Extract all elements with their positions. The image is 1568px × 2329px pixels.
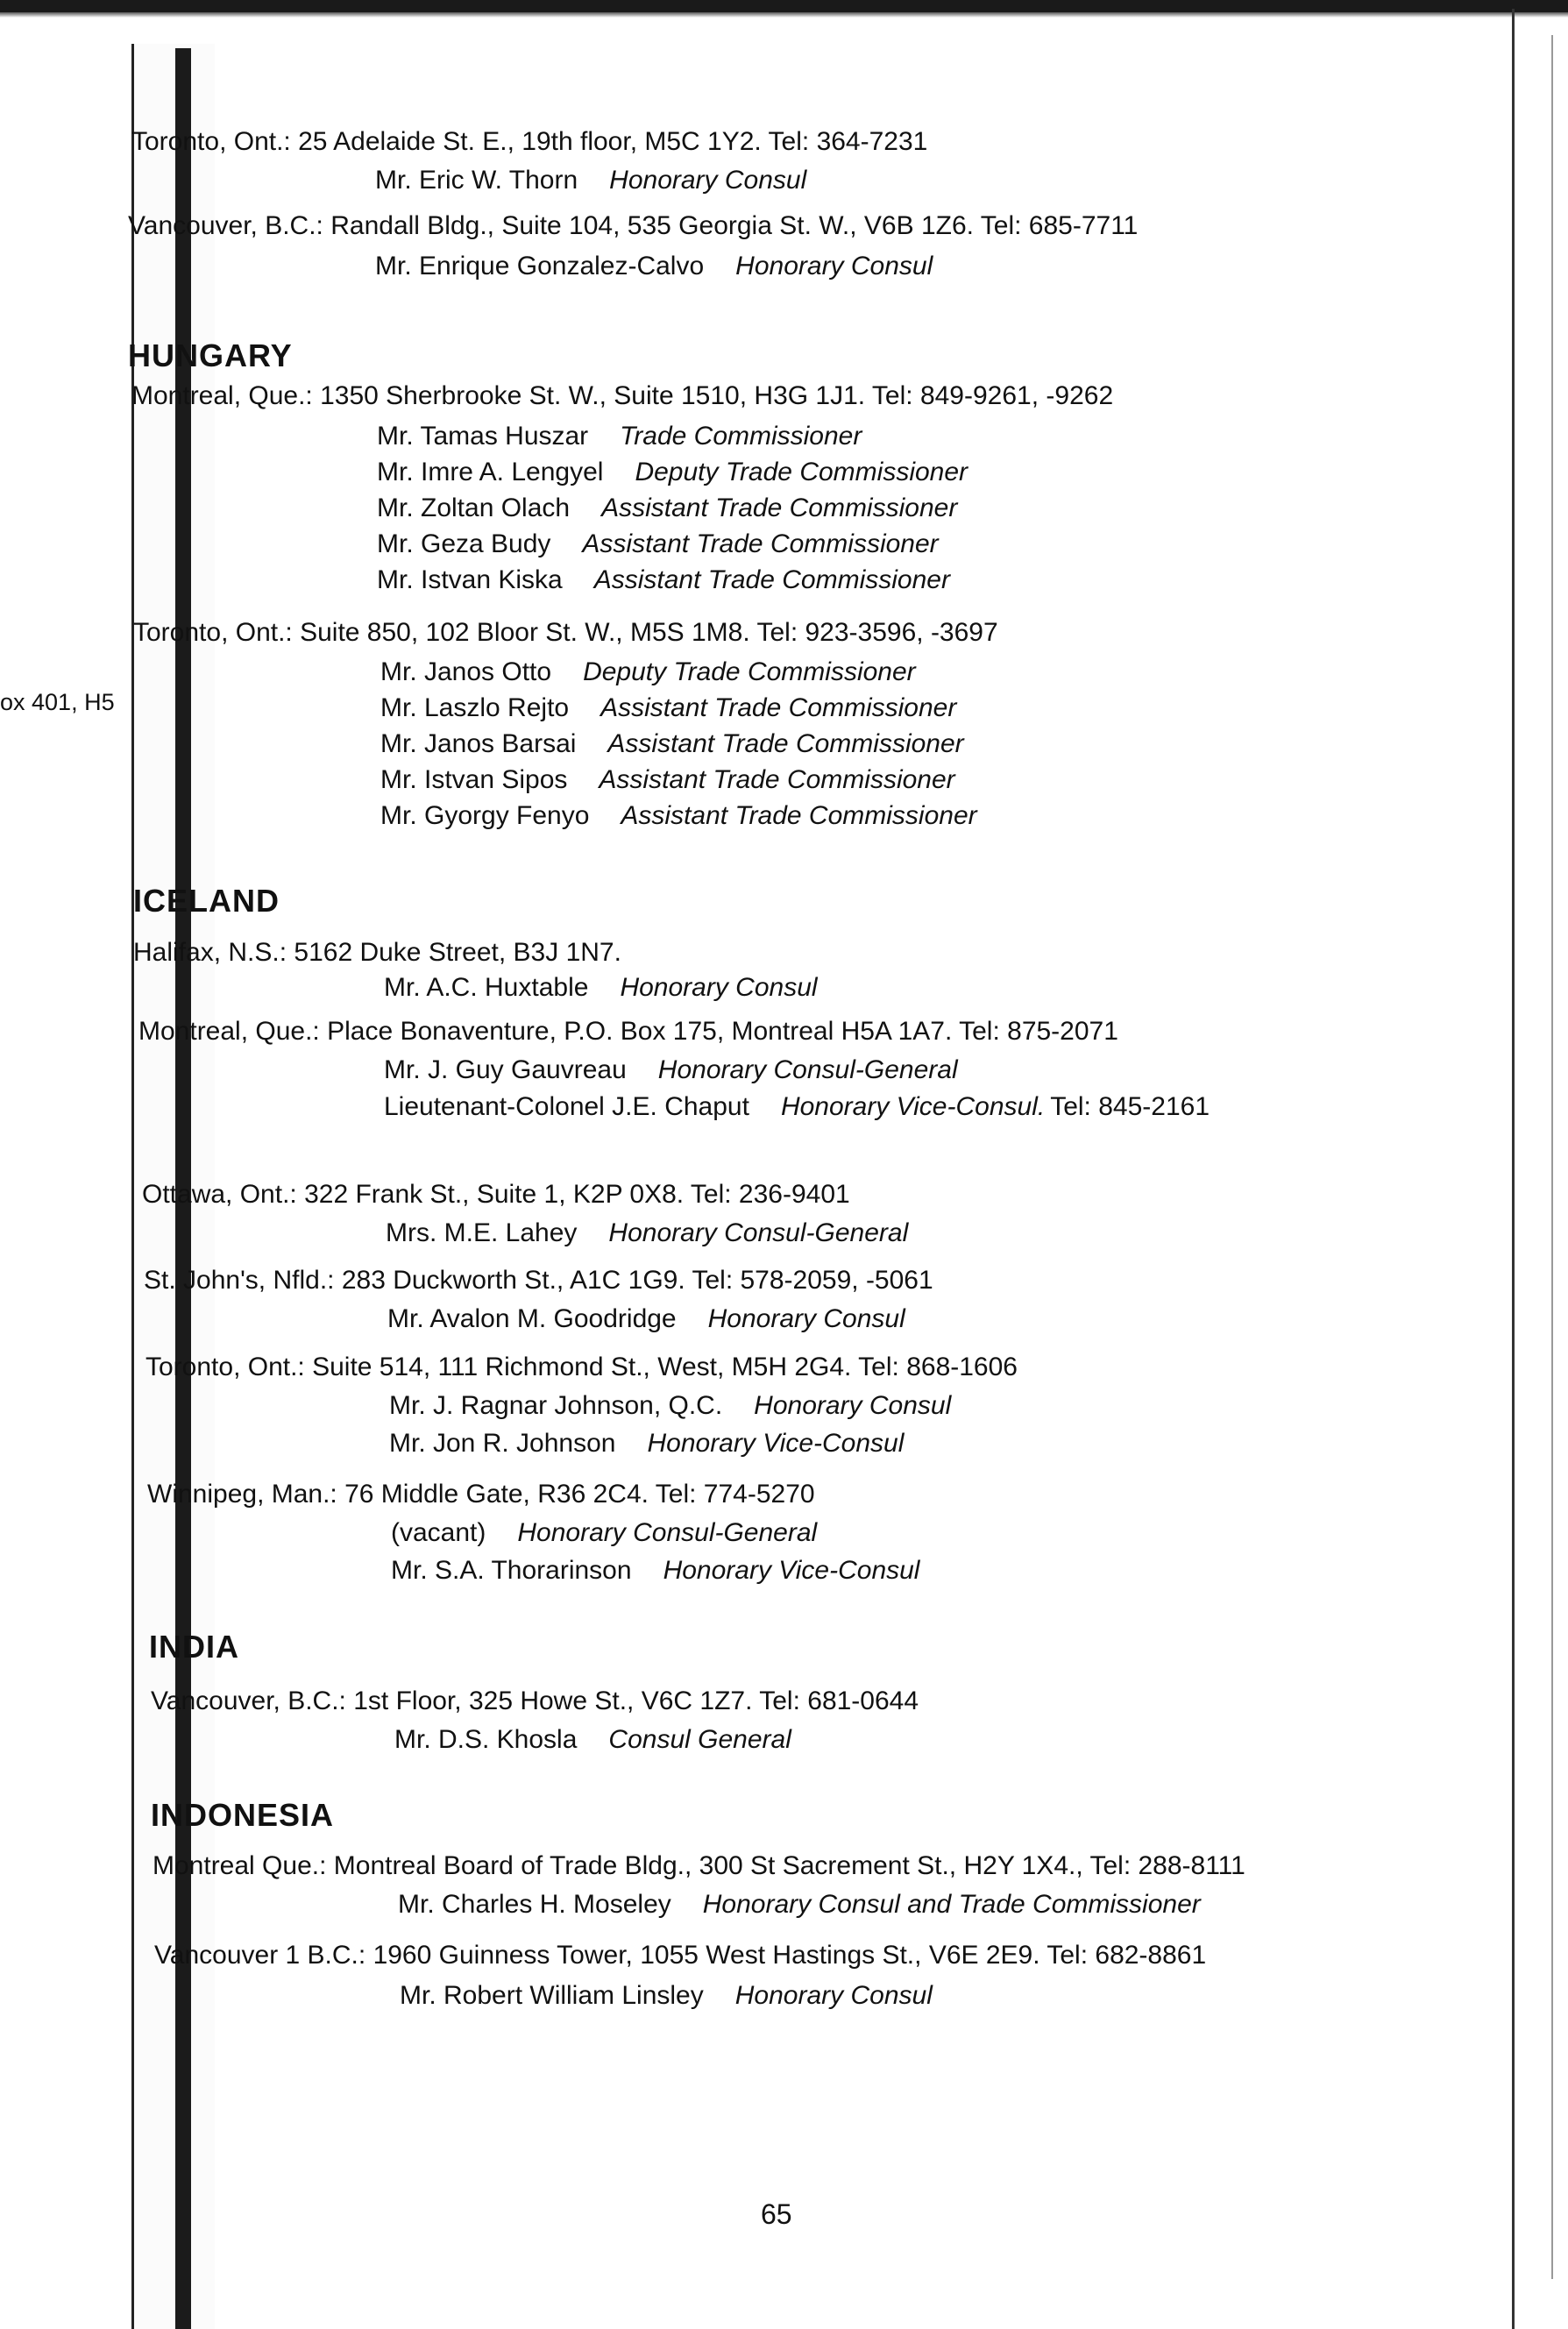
consulate-address: Winnipeg, Man.: 76 Middle Gate, R36 2C4. Tel: 774-5270: [147, 1480, 815, 1509]
official-name: Mr. Robert William Linsley: [400, 1981, 704, 2010]
official-name: Mr. Geza Budy: [377, 529, 551, 558]
official-name: Mr. Charles H. Moseley: [398, 1890, 671, 1919]
official-title: Honorary Vice-Consul.: [780, 1092, 1046, 1121]
official-entry: [386, 1218, 908, 1248]
official-name: Mr. S.A. Thorarinson: [391, 1556, 632, 1585]
consulate-address: Toronto, Ont.: Suite 850, 102 Bloor St. W., M5S 1M8. Tel: 923-3596, -3697: [133, 618, 998, 647]
official-name: Mr. Janos Barsai: [380, 729, 577, 758]
official-name: Mr. J. Guy Gauvreau: [384, 1055, 627, 1084]
official-title: Assistant Trade Commissioner: [621, 801, 977, 830]
official-title: Honorary Consul: [754, 1391, 952, 1420]
official-name: Mr. Zoltan Olach: [377, 493, 571, 522]
official-title: Honorary Consul-General: [657, 1055, 958, 1084]
country-heading: INDONESIA: [151, 1797, 335, 1833]
official-entry: [380, 657, 916, 687]
official-title: Assistant Trade Commissioner: [601, 493, 958, 522]
official-title: Honorary Consul: [735, 252, 933, 280]
official-entry: [398, 1890, 1201, 1920]
official-name: Mr. Gyorgy Fenyo: [380, 801, 590, 830]
official-title: Assistant Trade Commissioner: [582, 529, 939, 558]
consulate-address: Halifax, N.S.: 5162 Duke Street, B3J 1N7.: [133, 938, 621, 967]
official-title: Assistant Trade Commissioner: [600, 693, 957, 722]
consulate-address: Ottawa, Ont.: 322 Frank St., Suite 1, K2P 0X8. Tel: 236-9401: [142, 1180, 850, 1209]
consulate-address: Toronto, Ont.: Suite 514, 111 Richmond St., West, M5H 2G4. Tel: 868-1606: [145, 1353, 1018, 1381]
official-entry: [400, 1981, 933, 2011]
official-title: Honorary Vice-Consul: [647, 1429, 905, 1458]
official-title: Honorary Consul: [609, 166, 807, 195]
official-name: Lieutenant-Colonel J.E. Chaput: [384, 1092, 749, 1121]
official-title: Honorary Consul-General: [517, 1518, 818, 1547]
official-entry: [377, 458, 968, 487]
consulate-address: St. John's, Nfld.: 283 Duckworth St., A1C 1G9. Tel: 578-2059, -5061: [144, 1266, 933, 1295]
official-name: Mr. J. Ragnar Johnson, Q.C.: [389, 1391, 723, 1420]
official-entry: [391, 1518, 817, 1548]
page-right-shadow: [1551, 35, 1553, 2279]
consulate-address: Montreal, Que.: 1350 Sherbrooke St. W., Suite 1510, H3G 1J1. Tel: 849-9261, -9262: [131, 381, 1114, 410]
consulate-address: Montreal Que.: Montreal Board of Trade Bldg., 300 St Sacrement St., H2Y 1X4., Tel: 288-8111: [153, 1851, 1245, 1880]
official-entry: [375, 166, 806, 195]
official-entry: [384, 1092, 1210, 1122]
official-title: Consul General: [608, 1725, 791, 1754]
official-title: Honorary Consul and Trade Commissioner: [702, 1890, 1201, 1919]
official-title: Honorary Vice-Consul: [663, 1556, 920, 1585]
official-name: Mr. Avalon M. Goodridge: [387, 1304, 677, 1333]
official-phone: Tel: 845-2161: [1050, 1092, 1210, 1121]
official-entry: [384, 973, 818, 1003]
page-number: 65: [761, 2198, 792, 2230]
official-entry: [380, 801, 977, 831]
consulate-address: Vancouver, B.C.: 1st Floor, 325 Howe St., V6C 1Z7. Tel: 681-0644: [151, 1686, 919, 1715]
country-heading: ICELAND: [133, 883, 280, 919]
official-title: Assistant Trade Commissioner: [607, 729, 964, 758]
page-right-edge: [1512, 9, 1515, 2329]
official-name: Mr. Tamas Huszar: [377, 422, 589, 451]
country-heading: HUNGARY: [128, 337, 293, 373]
official-name: Mr. Imre A. Lengyel: [377, 458, 604, 486]
scan-top-shadow: [0, 12, 1568, 18]
official-title: Assistant Trade Commissioner: [599, 765, 955, 794]
official-name: Mr. D.S. Khosla: [394, 1725, 578, 1754]
official-entry: [380, 729, 964, 759]
official-entry: [389, 1429, 904, 1459]
official-entry: [377, 493, 957, 523]
official-entry: [380, 693, 956, 723]
official-name: Mr. Janos Otto: [380, 657, 552, 686]
official-name: Mr. Eric W. Thorn: [375, 166, 578, 195]
consulate-address: Montreal, Que.: Place Bonaventure, P.O. Box 175, Montreal H5A 1A7. Tel: 875-2071: [138, 1017, 1118, 1046]
country-heading: INDIA: [149, 1629, 239, 1665]
official-entry: [377, 422, 862, 451]
official-name: Mr. Istvan Kiska: [377, 565, 563, 594]
official-entry: [384, 1055, 958, 1085]
consulate-address: Vancouver, B.C.: Randall Bldg., Suite 104, 535 Georgia St. W., V6B 1Z6. Tel: 685-7711: [128, 211, 1139, 240]
consulate-address: Toronto, Ont.: 25 Adelaide St. E., 19th floor, M5C 1Y2. Tel: 364-7231: [131, 127, 928, 156]
official-entry: [375, 252, 933, 281]
consulate-address: Vancouver 1 B.C.: 1960 Guinness Tower, 1055 West Hastings St., V6E 2E9. Tel: 682-8861: [154, 1941, 1207, 1970]
official-entry: [380, 765, 955, 795]
official-entry: [394, 1725, 791, 1755]
official-name: Mr. Laszlo Rejto: [380, 693, 570, 722]
official-title: Assistant Trade Commissioner: [593, 565, 950, 594]
official-title: Honorary Consul-General: [608, 1218, 909, 1247]
official-title: Honorary Consul: [620, 973, 818, 1002]
official-entry: [377, 565, 950, 595]
official-entry: [391, 1556, 919, 1586]
official-entry: [377, 529, 939, 559]
official-title: Honorary Consul: [734, 1981, 933, 2010]
official-name: Mr. Istvan Sipos: [380, 765, 568, 794]
official-title: Honorary Consul: [707, 1304, 905, 1333]
margin-text-fragment: ox 401, H5: [0, 689, 115, 715]
official-name: Mrs. M.E. Lahey: [386, 1218, 578, 1247]
official-name: Mr. A.C. Huxtable: [384, 973, 589, 1002]
official-entry: [389, 1391, 951, 1421]
official-title: Deputy Trade Commissioner: [583, 657, 916, 686]
official-entry: [387, 1304, 905, 1334]
scan-top-border: [0, 0, 1568, 12]
official-name: Mr. Enrique Gonzalez-Calvo: [375, 252, 705, 280]
official-title: Trade Commissioner: [620, 422, 862, 451]
official-name: (vacant): [391, 1518, 486, 1547]
official-name: Mr. Jon R. Johnson: [389, 1429, 616, 1458]
official-title: Deputy Trade Commissioner: [635, 458, 968, 486]
